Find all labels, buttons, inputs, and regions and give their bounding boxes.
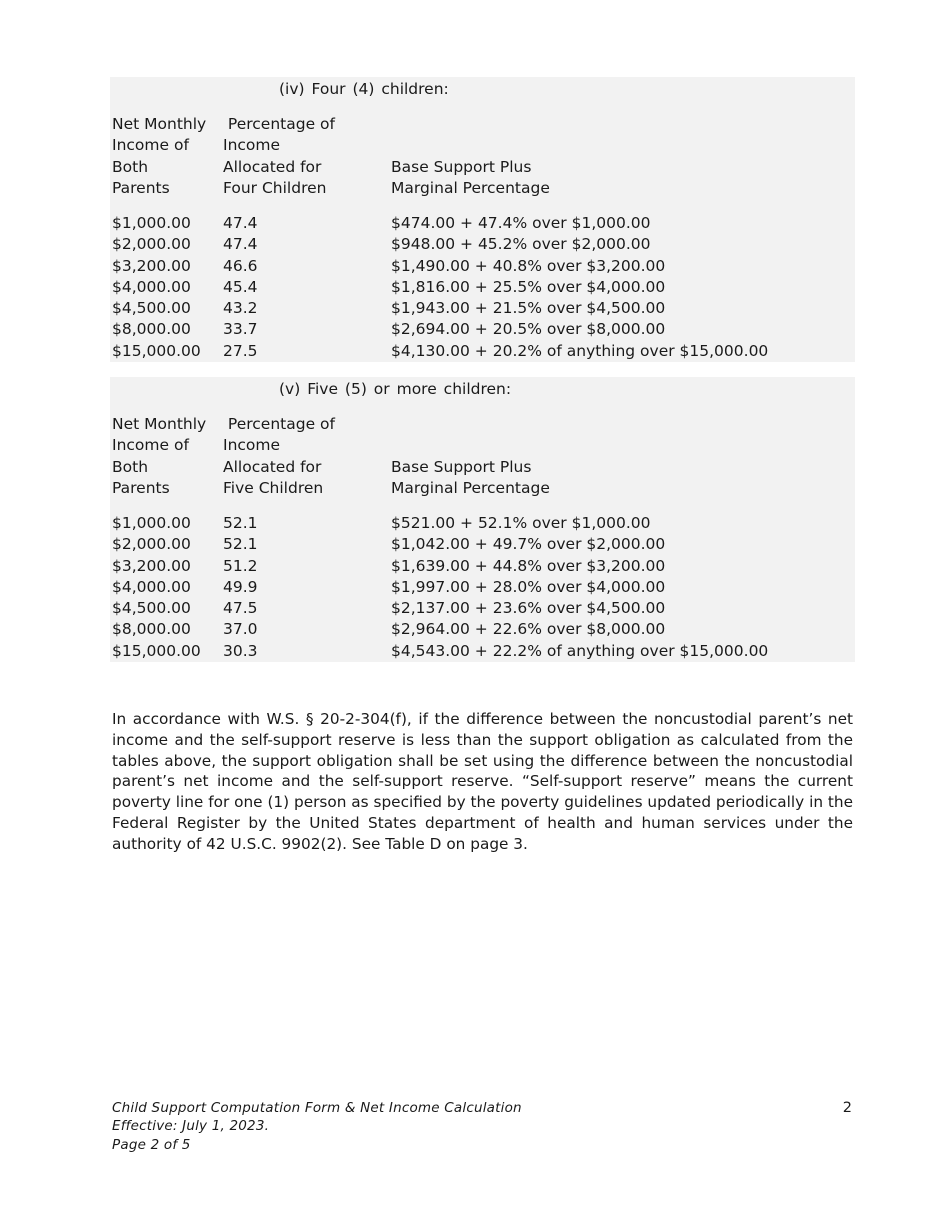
percentage-cell: 33.7 xyxy=(223,320,258,339)
percentage-cell: 52.1 xyxy=(223,535,258,554)
base-support-cell: $1,042.00 + 49.7% over $2,000.00 xyxy=(391,535,666,554)
header-base-support: Base Support Plus Marginal Percentage xyxy=(391,157,550,197)
page-number: 2 xyxy=(842,1100,852,1116)
income-cell: $4,500.00 xyxy=(112,599,191,618)
header-net-monthly-income: Net Monthly Income of Both Parents xyxy=(112,115,207,197)
income-cell: $15,000.00 xyxy=(112,341,201,360)
base-support-cell: $2,964.00 + 22.6% over $8,000.00 xyxy=(391,620,666,639)
percentage-cell: 27.5 xyxy=(223,341,258,360)
self-support-reserve-paragraph: In accordance with W.S. § 20-2-304(f), if the difference between the noncustodial parent’s net income and the self-support reserve is less than the support obligation as calculated from the tables above, the support obligation shall be set using the difference between the noncustodial parent’s net income and the self-support reserve. “Self-support reserve” means the current poverty line for one (1) person as specified by the poverty guidelines updated periodically in the Federal Register by the United States department of health and human services under the authority of 42 U.S.C. 9902(2). See Table D on page 3. xyxy=(112,710,853,853)
income-cell: $1,000.00 xyxy=(112,514,191,532)
income-cell: $3,200.00 xyxy=(112,556,191,575)
table-five-children xyxy=(110,377,855,662)
table-row xyxy=(112,513,855,534)
header-net-monthly-income: Net Monthly Income of Both Parents xyxy=(112,415,207,497)
footer-page-count: Page 2 of 5 xyxy=(112,1136,191,1153)
table-row xyxy=(112,641,855,662)
header-percentage-allocated: Percentage of Income Allocated for Four Children xyxy=(223,115,335,197)
header-percentage-allocated: Percentage of Income Allocated for Five Children xyxy=(223,415,335,497)
percentage-cell: 47.4 xyxy=(223,235,258,254)
percentage-cell: 45.4 xyxy=(223,277,258,296)
table-row xyxy=(112,341,855,362)
percentage-cell: 37.0 xyxy=(223,620,258,639)
table-four-children xyxy=(110,77,855,362)
percentage-cell: 43.2 xyxy=(223,299,258,318)
base-support-cell: $2,694.00 + 20.5% over $8,000.00 xyxy=(391,320,666,339)
table-row xyxy=(112,234,855,255)
income-cell: $4,000.00 xyxy=(112,577,191,596)
table-subtitle: (v) Five (5) or more children: xyxy=(279,380,512,398)
income-cell: $1,000.00 xyxy=(112,214,191,232)
percentage-cell: 46.6 xyxy=(223,256,258,275)
table-row xyxy=(112,619,855,640)
income-cell: $4,500.00 xyxy=(112,299,191,318)
table-row xyxy=(112,598,855,619)
table-row xyxy=(112,319,855,340)
base-support-cell: $474.00 + 47.4% over $1,000.00 xyxy=(391,214,651,232)
income-cell: $4,000.00 xyxy=(112,277,191,296)
percentage-cell: 47.4 xyxy=(223,214,258,232)
footer-effective-date: Effective: July 1, 2023. xyxy=(112,1118,270,1135)
percentage-cell: 47.5 xyxy=(223,599,258,618)
base-support-cell: $1,997.00 + 28.0% over $4,000.00 xyxy=(391,577,666,596)
percentage-cell: 52.1 xyxy=(223,514,258,532)
base-support-cell: $1,816.00 + 25.5% over $4,000.00 xyxy=(391,277,666,296)
base-support-cell: $1,943.00 + 21.5% over $4,500.00 xyxy=(391,299,666,318)
table-row xyxy=(112,256,855,277)
table-row xyxy=(112,577,855,598)
footer-form-title: Child Support Computation Form & Net Income Calculation xyxy=(112,1100,522,1116)
base-support-cell: $1,490.00 + 40.8% over $3,200.00 xyxy=(391,256,666,275)
base-support-cell: $4,543.00 + 22.2% of anything over $15,000.00 xyxy=(391,641,769,660)
income-cell: $2,000.00 xyxy=(112,235,191,254)
income-cell: $8,000.00 xyxy=(112,620,191,639)
income-cell: $2,000.00 xyxy=(112,535,191,554)
table-row xyxy=(112,298,855,319)
percentage-cell: 30.3 xyxy=(223,641,258,660)
table-rows xyxy=(112,513,855,662)
table-rows xyxy=(112,213,855,362)
percentage-cell: 49.9 xyxy=(223,577,258,596)
table-row xyxy=(112,213,855,234)
table-subtitle: (iv) Four (4) children: xyxy=(279,80,449,98)
page-footer xyxy=(112,1099,522,1154)
table-row xyxy=(112,534,855,555)
base-support-cell: $521.00 + 52.1% over $1,000.00 xyxy=(391,514,651,532)
header-base-support: Base Support Plus Marginal Percentage xyxy=(391,457,550,497)
percentage-cell: 51.2 xyxy=(223,556,258,575)
base-support-cell: $948.00 + 45.2% over $2,000.00 xyxy=(391,235,651,254)
base-support-cell: $1,639.00 + 44.8% over $3,200.00 xyxy=(391,556,666,575)
income-cell: $8,000.00 xyxy=(112,320,191,339)
base-support-cell: $2,137.00 + 23.6% over $4,500.00 xyxy=(391,599,666,618)
income-cell: $3,200.00 xyxy=(112,256,191,275)
income-cell: $15,000.00 xyxy=(112,641,201,660)
table-row xyxy=(112,556,855,577)
table-row xyxy=(112,277,855,298)
base-support-cell: $4,130.00 + 20.2% of anything over $15,000.00 xyxy=(391,341,769,360)
